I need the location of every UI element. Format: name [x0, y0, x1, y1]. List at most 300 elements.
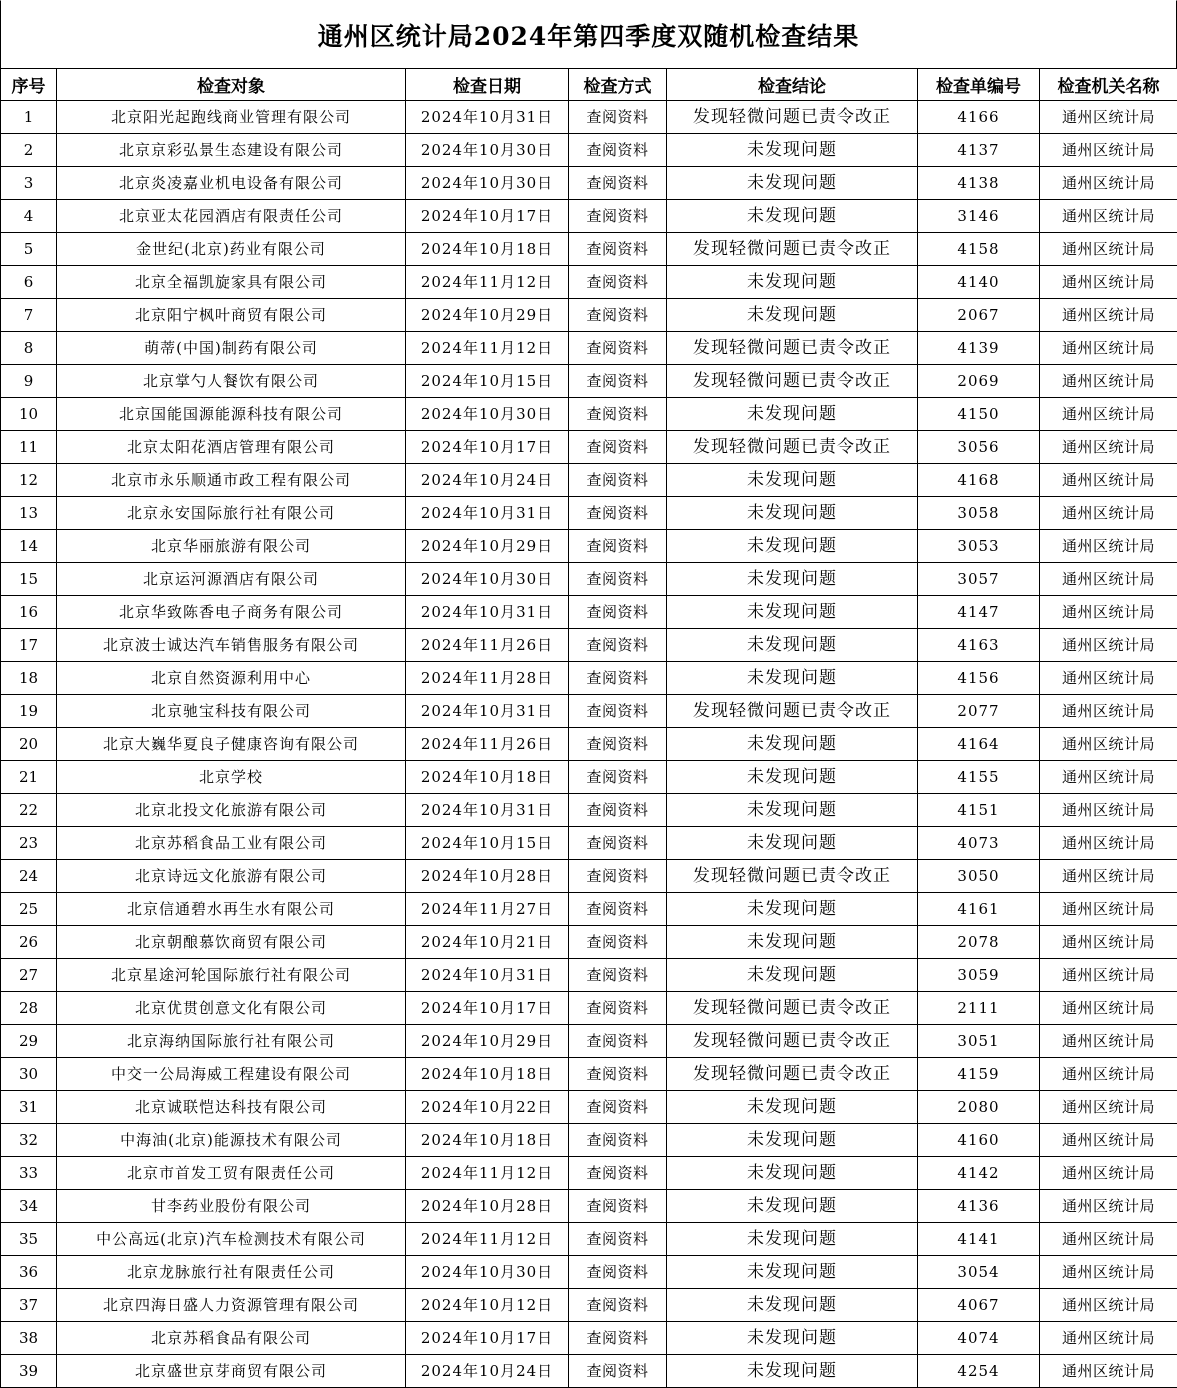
company-name: 北京优贯创意文化有限公司 — [57, 992, 406, 1025]
table-row — [1, 728, 1177, 761]
company-name: 北京华致陈香电子商务有限公司 — [57, 596, 406, 629]
inspection-date: 2024年10月31日 — [406, 596, 569, 629]
inspection-conclusion: 未发现问题 — [667, 497, 918, 530]
company-name: 北京驰宝科技有限公司 — [57, 695, 406, 728]
inspection-conclusion: 未发现问题 — [667, 266, 918, 299]
inspection-method: 查阅资料 — [569, 497, 667, 530]
form-number: 4254 — [918, 1355, 1040, 1388]
company-name: 北京华丽旅游有限公司 — [57, 530, 406, 563]
agency-name: 通州区统计局 — [1040, 794, 1177, 827]
inspection-method: 查阅资料 — [569, 563, 667, 596]
form-number: 4074 — [918, 1322, 1040, 1355]
inspection-date: 2024年10月28日 — [406, 1190, 569, 1223]
inspection-conclusion: 发现轻微问题已责令改正 — [667, 1058, 918, 1091]
table-row — [1, 1091, 1177, 1124]
table-row — [1, 266, 1177, 299]
row-index: 27 — [1, 959, 57, 992]
inspection-date: 2024年10月31日 — [406, 101, 569, 134]
inspection-method: 查阅资料 — [569, 926, 667, 959]
company-name: 北京北投文化旅游有限公司 — [57, 794, 406, 827]
inspection-method: 查阅资料 — [569, 662, 667, 695]
row-index: 18 — [1, 662, 57, 695]
inspection-date: 2024年10月17日 — [406, 431, 569, 464]
table-row — [1, 1058, 1177, 1091]
row-index: 11 — [1, 431, 57, 464]
form-number: 3146 — [918, 200, 1040, 233]
company-name: 中公高远(北京)汽车检测技术有限公司 — [57, 1223, 406, 1256]
inspection-date: 2024年10月31日 — [406, 695, 569, 728]
inspection-method: 查阅资料 — [569, 464, 667, 497]
row-index: 24 — [1, 860, 57, 893]
inspection-conclusion: 未发现问题 — [667, 299, 918, 332]
table-row — [1, 431, 1177, 464]
table-row — [1, 695, 1177, 728]
row-index: 12 — [1, 464, 57, 497]
agency-name: 通州区统计局 — [1040, 1289, 1177, 1322]
row-index: 1 — [1, 101, 57, 134]
table-row — [1, 497, 1177, 530]
inspection-date: 2024年10月31日 — [406, 794, 569, 827]
inspection-conclusion: 未发现问题 — [667, 1322, 918, 1355]
agency-name: 通州区统计局 — [1040, 695, 1177, 728]
company-name: 萌蒂(中国)制药有限公司 — [57, 332, 406, 365]
row-index: 37 — [1, 1289, 57, 1322]
inspection-conclusion: 未发现问题 — [667, 629, 918, 662]
form-number: 4168 — [918, 464, 1040, 497]
company-name: 北京苏稻食品工业有限公司 — [57, 827, 406, 860]
table-row — [1, 134, 1177, 167]
agency-name: 通州区统计局 — [1040, 926, 1177, 959]
table-row — [1, 398, 1177, 431]
inspection-method: 查阅资料 — [569, 1025, 667, 1058]
inspection-method: 查阅资料 — [569, 860, 667, 893]
form-number: 4140 — [918, 266, 1040, 299]
form-number: 3056 — [918, 431, 1040, 464]
inspection-conclusion: 发现轻微问题已责令改正 — [667, 233, 918, 266]
inspection-date: 2024年11月12日 — [406, 266, 569, 299]
form-number: 3050 — [918, 860, 1040, 893]
row-index: 6 — [1, 266, 57, 299]
header-agency: 检查机关名称 — [1040, 69, 1177, 101]
company-name: 北京市首发工贸有限责任公司 — [57, 1157, 406, 1190]
inspection-method: 查阅资料 — [569, 596, 667, 629]
inspection-method: 查阅资料 — [569, 431, 667, 464]
table-row — [1, 1289, 1177, 1322]
agency-name: 通州区统计局 — [1040, 827, 1177, 860]
company-name: 北京亚太花园酒店有限责任公司 — [57, 200, 406, 233]
agency-name: 通州区统计局 — [1040, 893, 1177, 926]
table-row — [1, 629, 1177, 662]
agency-name: 通州区统计局 — [1040, 1025, 1177, 1058]
inspection-date: 2024年10月21日 — [406, 926, 569, 959]
row-index: 16 — [1, 596, 57, 629]
inspection-conclusion: 发现轻微问题已责令改正 — [667, 101, 918, 134]
form-number: 3051 — [918, 1025, 1040, 1058]
company-name: 北京学校 — [57, 761, 406, 794]
row-index: 25 — [1, 893, 57, 926]
inspection-date: 2024年10月29日 — [406, 530, 569, 563]
company-name: 北京四海日盛人力资源管理有限公司 — [57, 1289, 406, 1322]
inspection-conclusion: 未发现问题 — [667, 1256, 918, 1289]
agency-name: 通州区统计局 — [1040, 1355, 1177, 1388]
row-index: 13 — [1, 497, 57, 530]
table-row — [1, 200, 1177, 233]
inspection-date: 2024年10月17日 — [406, 200, 569, 233]
agency-name: 通州区统计局 — [1040, 365, 1177, 398]
agency-name: 通州区统计局 — [1040, 1190, 1177, 1223]
row-index: 14 — [1, 530, 57, 563]
form-number: 2078 — [918, 926, 1040, 959]
table-body — [1, 101, 1177, 1388]
inspection-date: 2024年10月29日 — [406, 1025, 569, 1058]
row-index: 35 — [1, 1223, 57, 1256]
agency-name: 通州区统计局 — [1040, 1124, 1177, 1157]
company-name: 北京海纳国际旅行社有限公司 — [57, 1025, 406, 1058]
agency-name: 通州区统计局 — [1040, 200, 1177, 233]
agency-name: 通州区统计局 — [1040, 1091, 1177, 1124]
table-row — [1, 563, 1177, 596]
inspection-conclusion: 未发现问题 — [667, 1157, 918, 1190]
form-number: 2080 — [918, 1091, 1040, 1124]
inspection-method: 查阅资料 — [569, 332, 667, 365]
inspection-date: 2024年10月30日 — [406, 563, 569, 596]
agency-name: 通州区统计局 — [1040, 629, 1177, 662]
inspection-conclusion: 发现轻微问题已责令改正 — [667, 332, 918, 365]
agency-name: 通州区统计局 — [1040, 398, 1177, 431]
agency-name: 通州区统计局 — [1040, 464, 1177, 497]
form-number: 2077 — [918, 695, 1040, 728]
form-number: 4141 — [918, 1223, 1040, 1256]
company-name: 甘李药业股份有限公司 — [57, 1190, 406, 1223]
inspection-conclusion: 未发现问题 — [667, 1091, 918, 1124]
agency-name: 通州区统计局 — [1040, 563, 1177, 596]
form-number: 3057 — [918, 563, 1040, 596]
inspection-date: 2024年11月27日 — [406, 893, 569, 926]
form-number: 4142 — [918, 1157, 1040, 1190]
inspection-date: 2024年10月15日 — [406, 827, 569, 860]
inspection-method: 查阅资料 — [569, 1256, 667, 1289]
company-name: 北京国能国源能源科技有限公司 — [57, 398, 406, 431]
row-index: 19 — [1, 695, 57, 728]
inspection-date: 2024年10月28日 — [406, 860, 569, 893]
inspection-method: 查阅资料 — [569, 959, 667, 992]
inspection-date: 2024年10月30日 — [406, 167, 569, 200]
agency-name: 通州区统计局 — [1040, 1223, 1177, 1256]
form-number: 4151 — [918, 794, 1040, 827]
table-row — [1, 530, 1177, 563]
row-index: 10 — [1, 398, 57, 431]
table-row — [1, 332, 1177, 365]
company-name: 北京运河源酒店有限公司 — [57, 563, 406, 596]
company-name: 北京龙脉旅行社有限责任公司 — [57, 1256, 406, 1289]
inspection-conclusion: 未发现问题 — [667, 200, 918, 233]
row-index: 33 — [1, 1157, 57, 1190]
row-index: 7 — [1, 299, 57, 332]
inspection-method: 查阅资料 — [569, 794, 667, 827]
form-number: 2069 — [918, 365, 1040, 398]
form-number: 4136 — [918, 1190, 1040, 1223]
row-index: 20 — [1, 728, 57, 761]
inspection-date: 2024年10月18日 — [406, 761, 569, 794]
agency-name: 通州区统计局 — [1040, 860, 1177, 893]
form-number: 4137 — [918, 134, 1040, 167]
row-index: 32 — [1, 1124, 57, 1157]
inspection-method: 查阅资料 — [569, 200, 667, 233]
row-index: 29 — [1, 1025, 57, 1058]
inspection-date: 2024年10月18日 — [406, 1124, 569, 1157]
inspection-date: 2024年10月24日 — [406, 1355, 569, 1388]
header-method: 检查方式 — [569, 69, 667, 101]
inspection-method: 查阅资料 — [569, 1124, 667, 1157]
table-row — [1, 1157, 1177, 1190]
inspection-method: 查阅资料 — [569, 134, 667, 167]
form-number: 2111 — [918, 992, 1040, 1025]
form-number: 4163 — [918, 629, 1040, 662]
agency-name: 通州区统计局 — [1040, 596, 1177, 629]
company-name: 北京太阳花酒店管理有限公司 — [57, 431, 406, 464]
inspection-method: 查阅资料 — [569, 695, 667, 728]
inspection-conclusion: 发现轻微问题已责令改正 — [667, 365, 918, 398]
row-index: 15 — [1, 563, 57, 596]
header-conclusion: 检查结论 — [667, 69, 918, 101]
company-name: 北京市永乐顺通市政工程有限公司 — [57, 464, 406, 497]
table-row — [1, 1322, 1177, 1355]
agency-name: 通州区统计局 — [1040, 233, 1177, 266]
company-name: 北京阳光起跑线商业管理有限公司 — [57, 101, 406, 134]
form-number: 4147 — [918, 596, 1040, 629]
row-index: 3 — [1, 167, 57, 200]
table-row — [1, 1355, 1177, 1388]
agency-name: 通州区统计局 — [1040, 167, 1177, 200]
inspection-method: 查阅资料 — [569, 101, 667, 134]
inspection-conclusion: 未发现问题 — [667, 563, 918, 596]
inspection-method: 查阅资料 — [569, 1289, 667, 1322]
inspection-method: 查阅资料 — [569, 1322, 667, 1355]
company-name: 北京苏稻食品有限公司 — [57, 1322, 406, 1355]
agency-name: 通州区统计局 — [1040, 1322, 1177, 1355]
row-index: 17 — [1, 629, 57, 662]
inspection-date: 2024年11月12日 — [406, 332, 569, 365]
table-row — [1, 1124, 1177, 1157]
inspection-date: 2024年10月24日 — [406, 464, 569, 497]
inspection-date: 2024年10月12日 — [406, 1289, 569, 1322]
inspection-method: 查阅资料 — [569, 629, 667, 662]
row-index: 38 — [1, 1322, 57, 1355]
form-number: 4067 — [918, 1289, 1040, 1322]
company-name: 北京朝酿慕饮商贸有限公司 — [57, 926, 406, 959]
row-index: 5 — [1, 233, 57, 266]
inspection-conclusion: 未发现问题 — [667, 530, 918, 563]
inspection-method: 查阅资料 — [569, 1157, 667, 1190]
inspection-conclusion: 发现轻微问题已责令改正 — [667, 992, 918, 1025]
inspection-conclusion: 未发现问题 — [667, 398, 918, 431]
inspection-method: 查阅资料 — [569, 167, 667, 200]
form-number: 4139 — [918, 332, 1040, 365]
agency-name: 通州区统计局 — [1040, 497, 1177, 530]
inspection-method: 查阅资料 — [569, 233, 667, 266]
table-row — [1, 365, 1177, 398]
table-row — [1, 893, 1177, 926]
results-table — [0, 68, 1177, 1388]
inspection-date: 2024年10月18日 — [406, 233, 569, 266]
agency-name: 通州区统计局 — [1040, 959, 1177, 992]
agency-name: 通州区统计局 — [1040, 134, 1177, 167]
agency-name: 通州区统计局 — [1040, 266, 1177, 299]
inspection-conclusion: 未发现问题 — [667, 728, 918, 761]
inspection-conclusion: 未发现问题 — [667, 761, 918, 794]
header-form-number: 检查单编号 — [918, 69, 1040, 101]
company-name: 北京盛世京芽商贸有限公司 — [57, 1355, 406, 1388]
inspection-method: 查阅资料 — [569, 530, 667, 563]
table-row — [1, 827, 1177, 860]
row-index: 21 — [1, 761, 57, 794]
inspection-method: 查阅资料 — [569, 365, 667, 398]
inspection-conclusion: 未发现问题 — [667, 464, 918, 497]
inspection-method: 查阅资料 — [569, 1223, 667, 1256]
table-row — [1, 1190, 1177, 1223]
row-index: 26 — [1, 926, 57, 959]
row-index: 4 — [1, 200, 57, 233]
row-index: 30 — [1, 1058, 57, 1091]
table-row — [1, 464, 1177, 497]
form-number: 4155 — [918, 761, 1040, 794]
agency-name: 通州区统计局 — [1040, 761, 1177, 794]
row-index: 2 — [1, 134, 57, 167]
inspection-conclusion: 发现轻微问题已责令改正 — [667, 431, 918, 464]
company-name: 北京大巍华夏良子健康咨询有限公司 — [57, 728, 406, 761]
row-index: 22 — [1, 794, 57, 827]
inspection-method: 查阅资料 — [569, 827, 667, 860]
inspection-date: 2024年10月17日 — [406, 992, 569, 1025]
agency-name: 通州区统计局 — [1040, 992, 1177, 1025]
inspection-date: 2024年10月30日 — [406, 1256, 569, 1289]
inspection-conclusion: 未发现问题 — [667, 1190, 918, 1223]
agency-name: 通州区统计局 — [1040, 332, 1177, 365]
row-index: 31 — [1, 1091, 57, 1124]
row-index: 36 — [1, 1256, 57, 1289]
table-row — [1, 299, 1177, 332]
form-number: 3054 — [918, 1256, 1040, 1289]
inspection-conclusion: 未发现问题 — [667, 1355, 918, 1388]
company-name: 中交一公局海威工程建设有限公司 — [57, 1058, 406, 1091]
row-index: 23 — [1, 827, 57, 860]
inspection-date: 2024年10月29日 — [406, 299, 569, 332]
form-number: 4159 — [918, 1058, 1040, 1091]
page-title: 通州区统计局2024年第四季度双随机检查结果 — [0, 0, 1177, 68]
inspection-date: 2024年10月18日 — [406, 1058, 569, 1091]
row-index: 39 — [1, 1355, 57, 1388]
inspection-method: 查阅资料 — [569, 1058, 667, 1091]
agency-name: 通州区统计局 — [1040, 1058, 1177, 1091]
row-index: 8 — [1, 332, 57, 365]
form-number: 4164 — [918, 728, 1040, 761]
inspection-conclusion: 发现轻微问题已责令改正 — [667, 860, 918, 893]
table-row — [1, 761, 1177, 794]
form-number: 4161 — [918, 893, 1040, 926]
form-number: 2067 — [918, 299, 1040, 332]
inspection-date: 2024年10月31日 — [406, 959, 569, 992]
agency-name: 通州区统计局 — [1040, 662, 1177, 695]
agency-name: 通州区统计局 — [1040, 299, 1177, 332]
inspection-date: 2024年11月26日 — [406, 728, 569, 761]
form-number: 3058 — [918, 497, 1040, 530]
inspection-conclusion: 未发现问题 — [667, 167, 918, 200]
company-name: 北京诗远文化旅游有限公司 — [57, 860, 406, 893]
company-name: 北京波士诚达汽车销售服务有限公司 — [57, 629, 406, 662]
table-row — [1, 959, 1177, 992]
inspection-conclusion: 未发现问题 — [667, 926, 918, 959]
inspection-date: 2024年11月28日 — [406, 662, 569, 695]
table-row — [1, 167, 1177, 200]
inspection-method: 查阅资料 — [569, 992, 667, 1025]
form-number: 4166 — [918, 101, 1040, 134]
header-date: 检查日期 — [406, 69, 569, 101]
form-number: 4073 — [918, 827, 1040, 860]
inspection-method: 查阅资料 — [569, 266, 667, 299]
inspection-date: 2024年10月15日 — [406, 365, 569, 398]
inspection-conclusion: 未发现问题 — [667, 794, 918, 827]
company-name: 北京全福凯旋家具有限公司 — [57, 266, 406, 299]
table-row — [1, 233, 1177, 266]
table-row — [1, 992, 1177, 1025]
table-row — [1, 662, 1177, 695]
inspection-date: 2024年10月17日 — [406, 1322, 569, 1355]
company-name: 北京掌勺人餐饮有限公司 — [57, 365, 406, 398]
company-name: 北京炎凌嘉业机电设备有限公司 — [57, 167, 406, 200]
inspection-method: 查阅资料 — [569, 1091, 667, 1124]
inspection-date: 2024年10月30日 — [406, 134, 569, 167]
form-number: 4138 — [918, 167, 1040, 200]
row-index: 28 — [1, 992, 57, 1025]
inspection-conclusion: 未发现问题 — [667, 959, 918, 992]
table-row — [1, 1025, 1177, 1058]
table-row — [1, 1256, 1177, 1289]
inspection-conclusion: 未发现问题 — [667, 596, 918, 629]
company-name: 北京京彩弘景生态建设有限公司 — [57, 134, 406, 167]
inspection-conclusion: 未发现问题 — [667, 1223, 918, 1256]
inspection-conclusion: 发现轻微问题已责令改正 — [667, 1025, 918, 1058]
row-index: 9 — [1, 365, 57, 398]
inspection-method: 查阅资料 — [569, 299, 667, 332]
table-row — [1, 794, 1177, 827]
table-header-row — [1, 69, 1177, 101]
company-name: 北京自然资源利用中心 — [57, 662, 406, 695]
agency-name: 通州区统计局 — [1040, 1157, 1177, 1190]
table-row — [1, 101, 1177, 134]
inspection-conclusion: 未发现问题 — [667, 1124, 918, 1157]
agency-name: 通州区统计局 — [1040, 728, 1177, 761]
inspection-conclusion: 未发现问题 — [667, 662, 918, 695]
table-row — [1, 860, 1177, 893]
company-name: 北京永安国际旅行社有限公司 — [57, 497, 406, 530]
agency-name: 通州区统计局 — [1040, 101, 1177, 134]
inspection-date: 2024年10月31日 — [406, 497, 569, 530]
company-name: 北京诚联恺达科技有限公司 — [57, 1091, 406, 1124]
inspection-method: 查阅资料 — [569, 761, 667, 794]
header-index: 序号 — [1, 69, 57, 101]
inspection-method: 查阅资料 — [569, 398, 667, 431]
form-number: 4156 — [918, 662, 1040, 695]
table-row — [1, 596, 1177, 629]
form-number: 4158 — [918, 233, 1040, 266]
inspection-conclusion: 未发现问题 — [667, 1289, 918, 1322]
form-number: 3053 — [918, 530, 1040, 563]
inspection-conclusion: 发现轻微问题已责令改正 — [667, 695, 918, 728]
agency-name: 通州区统计局 — [1040, 1256, 1177, 1289]
table-row — [1, 1223, 1177, 1256]
inspection-conclusion: 未发现问题 — [667, 827, 918, 860]
row-index: 34 — [1, 1190, 57, 1223]
